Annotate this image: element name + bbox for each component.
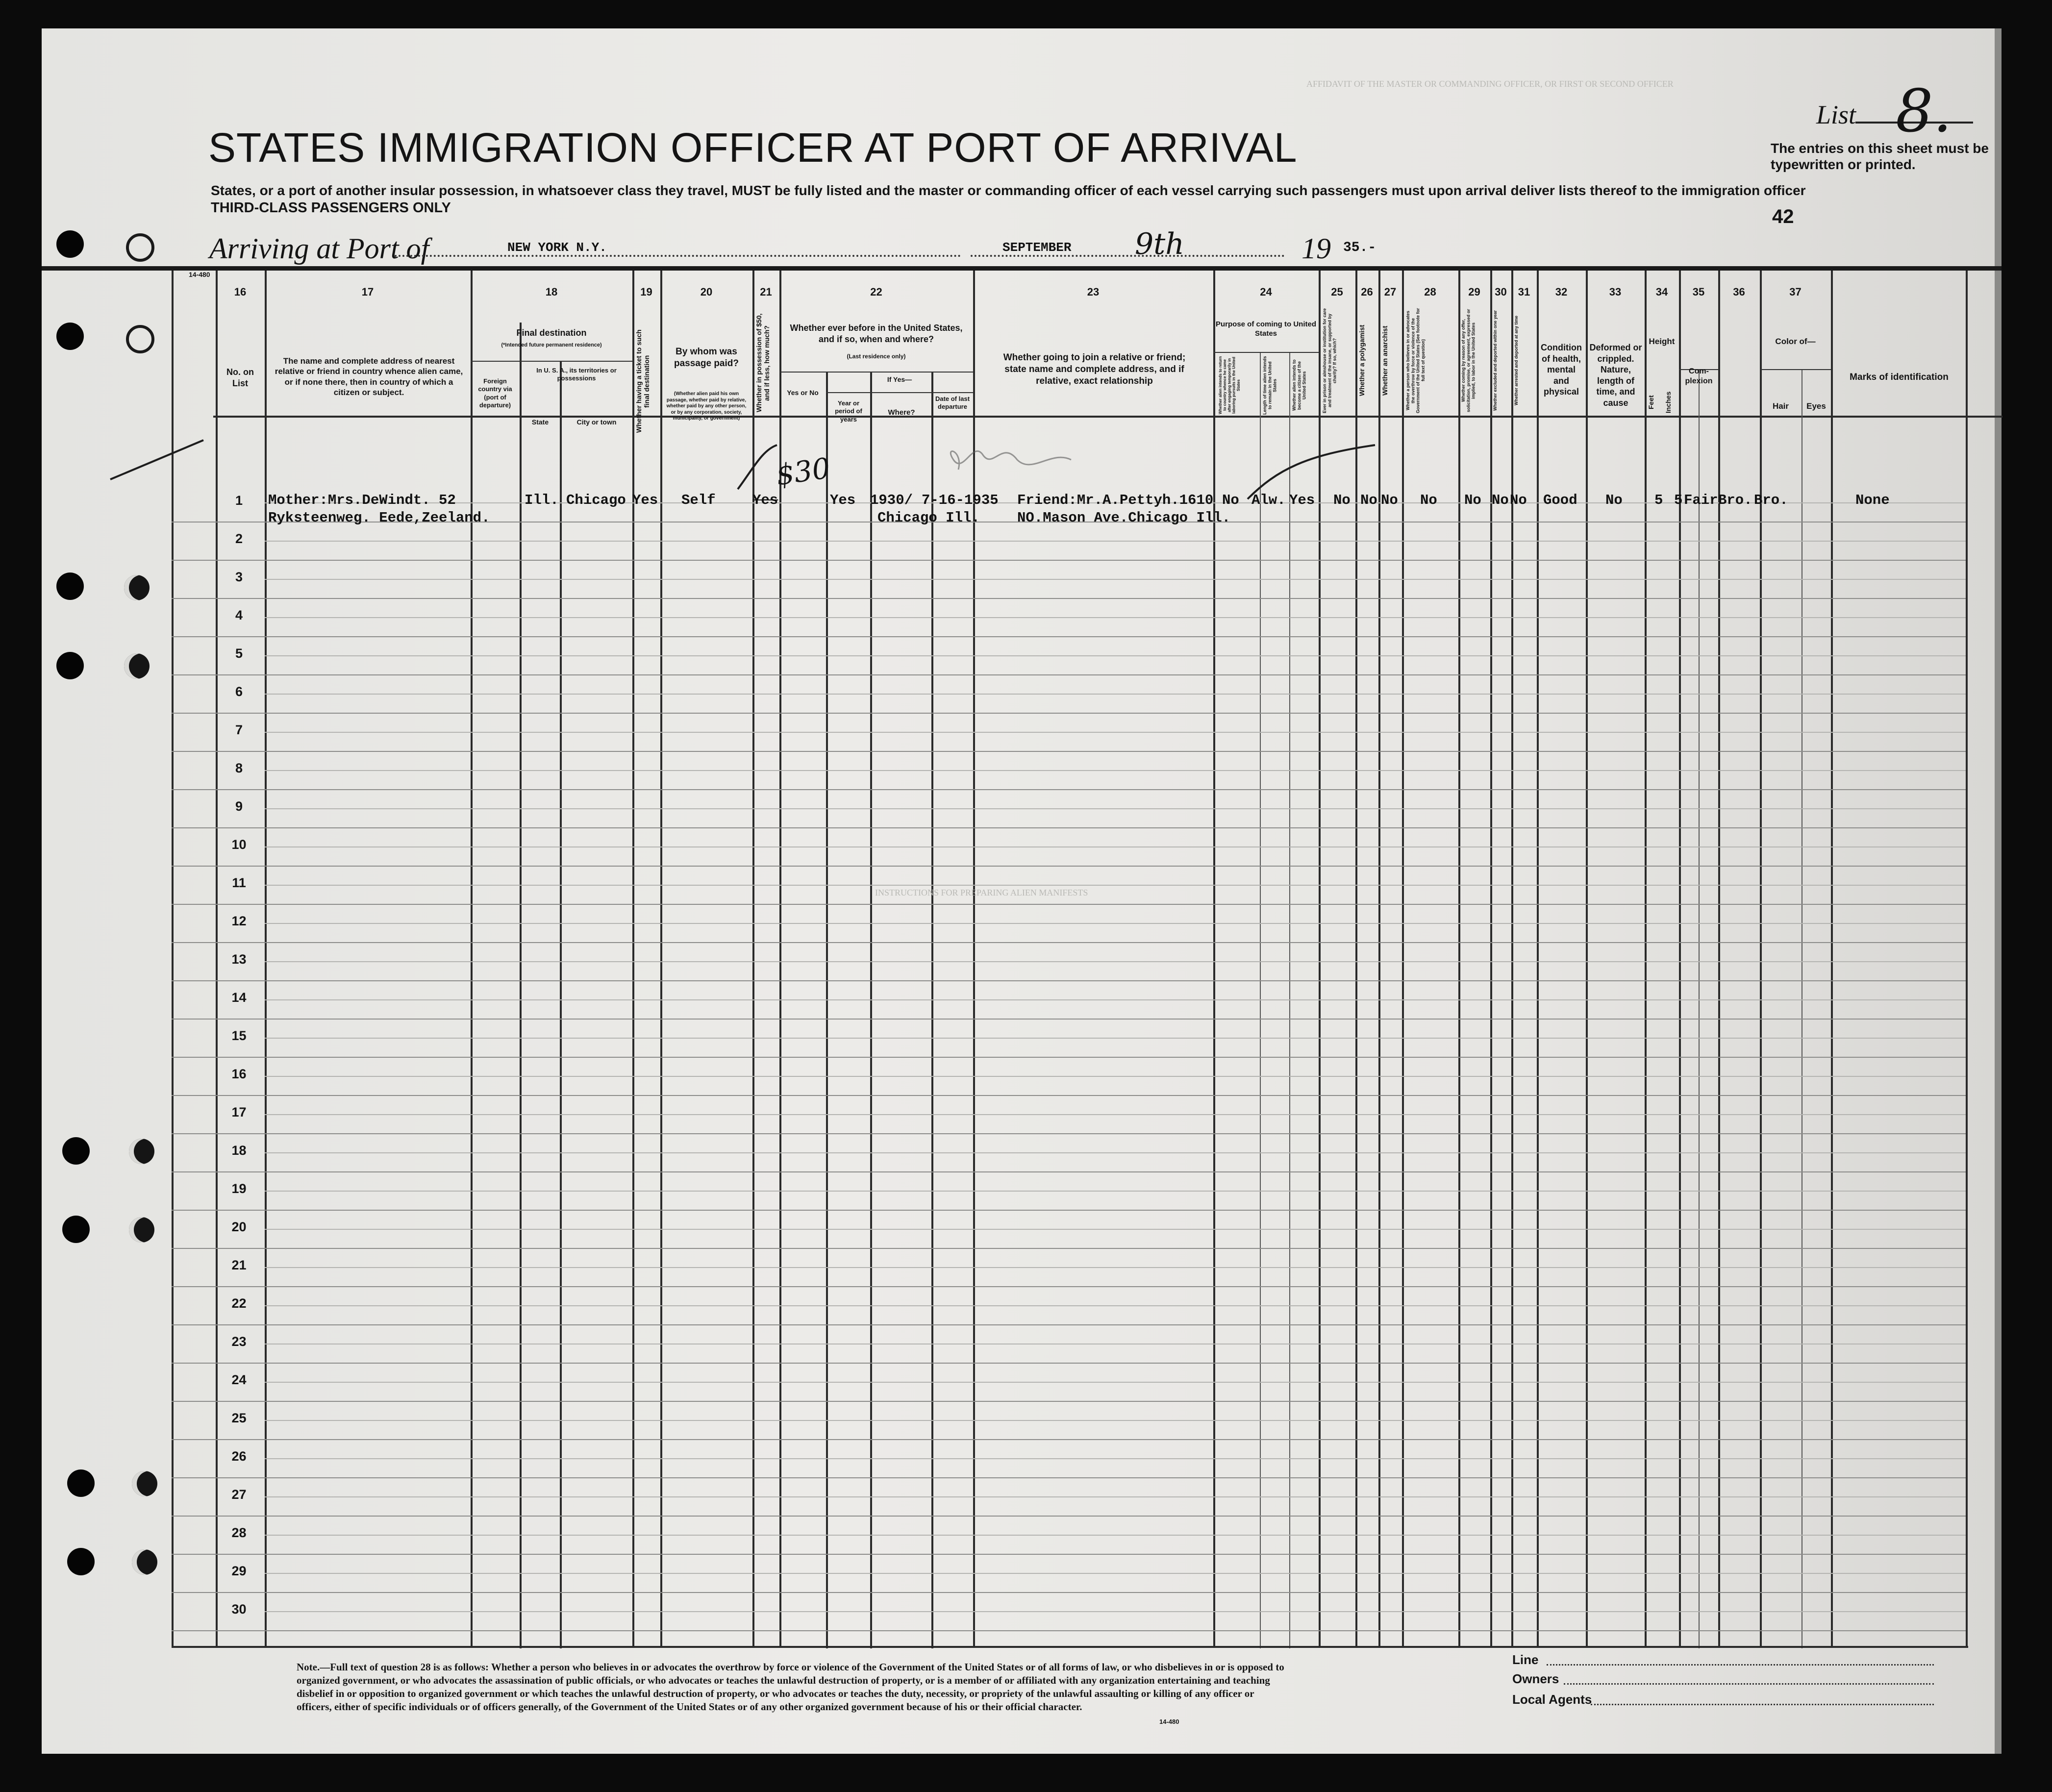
col-num-22: 22 (870, 286, 882, 298)
heading-ticket: Whether having a ticket to such final destination (635, 329, 651, 433)
row1-join-line1: Friend:Mr.A.Pettyh.1610 (1017, 492, 1214, 508)
row-number: 4 (235, 608, 243, 622)
row1-feet: 5 (1654, 492, 1663, 508)
row1-paid-by: Self (681, 492, 716, 508)
heading-marks: Marks of identification (1850, 372, 1949, 382)
row-number: 24 (231, 1372, 247, 1387)
row1-join-line2: NO.Mason Ave.Chicago Ill. (1017, 510, 1231, 526)
heading-final-destination-note: (*Intended future permanent residence) (501, 342, 602, 348)
row-number: 3 (235, 570, 243, 584)
row-number: 5 (235, 646, 243, 661)
row-number: 12 (231, 914, 247, 928)
list-number: 8. (1896, 77, 1952, 146)
footnote-question-28: Note.—Full text of question 28 is as follows: Whether a person who believes in or advocates the overthrow by force or violence of the Government of the United States or of all forms of law, or who disbelieves in or is opposed to organized government, or who advocates the assassination of public officials, or who advocates or teaches the unlawful destruction of property, or is a member of or affiliated with any organization entertaining and teaching disbelief in or opposition to organized government or which teaches the unlawful destruction of property, or who advocates or teaches the duty, necessity, or propriety of the unlawful assaulting or killing of any officer or officers, either of specific individuals or of officers generally, of the Government of the United States or of any other organized government because of his or their official character. (297, 1661, 1284, 1713)
row1-ever-before: Yes (830, 492, 856, 508)
heading-prison: Ever in prison or almshouse or institution for care and treatment of the insane, or supported by charity? If so, which? (1322, 308, 1337, 413)
row-number: 28 (231, 1525, 247, 1540)
heading-yes-or-no: Yes or No (787, 389, 819, 397)
col-num-26: 26 (1361, 286, 1373, 298)
col-num-36: 36 (1733, 286, 1745, 298)
manifest-sheet (42, 28, 2002, 1754)
heading-anarchist: Whether an anarchist (1381, 325, 1389, 396)
page-title: STATES IMMIGRATION OFFICER AT PORT OF ARRIVAL (208, 124, 1298, 171)
row-number: 25 (231, 1411, 247, 1425)
heading-no-on-list: No. on List (226, 367, 254, 388)
heading-by-whom: By whom was passage paid? (674, 347, 739, 369)
heading-inches: Inches (1664, 391, 1672, 413)
col-num-18: 18 (545, 286, 558, 298)
heading-date-departure: Date of last departure (935, 395, 970, 411)
row-number: 13 (231, 952, 247, 967)
heading-labor-offer: Whether coming by reason of any offer, solicitation, promise, or agreement, expressed or implied, to labor in the United States (1461, 309, 1476, 412)
heading-final-destination: Final destination (516, 328, 587, 338)
heading-ever-before: Whether ever before in the United States, and if so, when and where? (790, 323, 963, 344)
col-num-29: 29 (1468, 286, 1480, 298)
typewritten-note: The entries on this sheet must be typewritten or printed. (1771, 141, 1989, 172)
row1-hair: Bro. (1718, 492, 1752, 508)
col-num-25: 25 (1331, 286, 1343, 298)
heading-polygamist: Whether a polygamist (1358, 324, 1366, 397)
col-num-23: 23 (1087, 286, 1100, 298)
row-number: 6 (235, 684, 243, 699)
heading-foreign-country: Foreign country via (port of departure) (478, 377, 512, 409)
row-number: 21 (231, 1258, 247, 1272)
heading-hair: Hair (1772, 401, 1789, 411)
row1-year-period: 1930/ (870, 492, 913, 508)
row-number: 30 (231, 1602, 247, 1617)
day-value: 9th (1135, 227, 1184, 261)
row1-excluded: No (1492, 492, 1509, 508)
col-num-34: 34 (1655, 286, 1668, 298)
row-number: 9 (235, 799, 243, 814)
row1-labor-offer: No (1464, 492, 1481, 508)
heading-purpose-citizen: Whether alien intends to become a citizen of the United States (1292, 359, 1307, 411)
row-number: 10 (231, 837, 247, 852)
handwritten-strokes (42, 28, 2002, 1754)
row-number: 19 (231, 1181, 247, 1196)
heading-possession: Whether in possession of $50, and if less, how much? (755, 313, 771, 413)
row1-date-departure: 7-16-1935 (922, 492, 999, 508)
row-number: 27 (231, 1487, 247, 1502)
row-number: 17 (231, 1105, 247, 1120)
port-value: NEW YORK N.Y. (507, 240, 607, 255)
row1-ticket: Yes (632, 492, 658, 508)
row1-eyes: Bro. (1754, 492, 1788, 508)
col-num-17: 17 (361, 286, 374, 298)
row-number: 15 (231, 1028, 247, 1043)
row-number: 11 (232, 875, 246, 890)
row1-state: Ill. (525, 492, 559, 508)
row-number: 1 (235, 493, 243, 508)
heading-if-yes: If Yes— (887, 375, 912, 383)
col-num-37: 37 (1789, 286, 1802, 298)
row1-where: Chicago Ill. (877, 510, 980, 526)
heading-last-residence: (Last residence only) (847, 353, 906, 360)
row1-anarchist: No (1381, 492, 1398, 508)
row-number: 14 (231, 990, 247, 1005)
row1-inches: 5 (1674, 492, 1683, 508)
row1-relative-line1: Mother:Mrs.DeWindt. 52 (268, 492, 456, 508)
heading-condition-health: Condition of health, mental and physical (1541, 343, 1582, 397)
heading-deformed: Deformed or crippled. Nature, length of time, and cause (1589, 343, 1642, 408)
local-agents-field (1591, 1704, 1934, 1705)
heading-nearest-relative: The name and complete address of nearest relative or friend in country whence alien came, or if none there, then in country of which a citizen or subject. (275, 356, 463, 397)
row1-prison: No (1333, 492, 1351, 508)
row1-deported: No (1510, 492, 1527, 508)
col-num-27: 27 (1384, 286, 1397, 298)
owners-label: Owners (1512, 1671, 1559, 1686)
heading-feet: Feet (1647, 395, 1655, 409)
row1-purpose-length: Alw. (1251, 492, 1286, 508)
row1-purpose-citizen: Yes (1289, 492, 1315, 508)
row1-complexion: Fair (1684, 492, 1718, 508)
heading-state-label: State (531, 418, 549, 426)
class-label: THIRD-CLASS PASSENGERS ONLY (211, 200, 451, 216)
year-prefix: 19 (1301, 232, 1331, 265)
row1-city: Chicago (566, 492, 626, 508)
col-num-24: 24 (1260, 286, 1272, 298)
row1-polygamist: No (1360, 492, 1377, 508)
col-num-28: 28 (1424, 286, 1436, 298)
header-subtitle: States, or a port of another insular possession, in whatsoever class they travel, MUST be fully listed and the master or commanding officer of each vessel carrying such passengers must upon arrival deliver lists thereof to the immigration officer (211, 183, 1806, 198)
row-number: 16 (231, 1067, 247, 1081)
heading-where: Where? (888, 408, 915, 417)
heading-excluded: Whether excluded and deported within one year (1493, 310, 1498, 411)
row1-marks: None (1855, 492, 1890, 508)
col-num-35: 35 (1692, 286, 1705, 298)
footer-form-code: 14-480 (1159, 1718, 1179, 1725)
form-code: 14-480 (189, 271, 210, 278)
row-number: 8 (235, 761, 243, 775)
row-number: 23 (231, 1334, 247, 1349)
year-suffix: 35.- (1343, 240, 1376, 255)
row-number: 20 (231, 1220, 247, 1234)
col-num-21: 21 (760, 286, 772, 298)
heading-overthrow: Whether a person who believes in or advocates the overthrow by force or violence of the Government of the United States (See footnote for full text of question) (1405, 308, 1426, 413)
owners-field (1564, 1683, 1934, 1685)
month-value: SEPTEMBER (1002, 240, 1072, 255)
row-number: 22 (231, 1296, 247, 1311)
col-num-20: 20 (700, 286, 713, 298)
page-number: 42 (1772, 206, 1794, 227)
heading-in-usa: In U. S. A., its territories or possessions (536, 367, 617, 382)
list-label: List (1816, 100, 1856, 129)
row-number: 7 (235, 722, 243, 737)
heading-deported: Whether arrested and deported at any time (1514, 315, 1519, 406)
row1-possession-handwritten: $30 (774, 451, 832, 492)
heading-purpose-length: Length of time alien intends to remain in the United States (1262, 356, 1277, 415)
row1-deformed: No (1605, 492, 1623, 508)
heading-city: City or town (576, 418, 617, 426)
row-number: 29 (231, 1564, 247, 1578)
bleed-through: INSTRUCTIONS FOR PREPARING ALIEN MANIFESTS (875, 888, 1088, 897)
heading-year-period: Year or period of years (835, 399, 862, 423)
heading-complexion: Com-plexion (1685, 367, 1713, 385)
col-num-33: 33 (1609, 286, 1622, 298)
heading-purpose-return: Whether alien intends to return to country whence he came after engaging temporarily in laboring pursuits in the United States (1218, 356, 1241, 415)
row1-relative-line2: Ryksteenweg. Eede,Zeeland. (268, 510, 490, 526)
footer-rule (172, 1646, 1968, 1648)
row1-overthrow: No (1420, 492, 1437, 508)
bleed-through: AFFIDAVIT OF THE MASTER OR COMMANDING OFFICER, OR FIRST OR SECOND OFFICER (1306, 79, 1674, 89)
heading-by-whom-note: (Whether alien paid his own passage, whether paid by relative, whether paid by any other person, or by any corporation, society, municipality, or government) (666, 391, 747, 421)
col-num-16: 16 (234, 286, 247, 298)
row1-purpose-return: No (1222, 492, 1239, 508)
row1-possession: Yes (752, 492, 778, 508)
col-num-19: 19 (640, 286, 652, 298)
row-number: 2 (235, 531, 243, 546)
col-num-32: 32 (1555, 286, 1568, 298)
heading-purpose: Purpose of coming to United States (1216, 320, 1316, 338)
col-num-31: 31 (1518, 286, 1530, 298)
heading-height: Height (1649, 337, 1675, 346)
line-label: Line (1512, 1652, 1539, 1667)
row-number: 26 (231, 1449, 247, 1464)
row-number: 18 (231, 1143, 247, 1158)
col-num-30: 30 (1495, 286, 1507, 298)
heading-going-to-join: Whether going to join a relative or friend; state name and complete address, and if relative, exact relationship (1003, 352, 1186, 386)
heading-eyes: Eyes (1806, 401, 1826, 411)
row1-health: Good (1543, 492, 1577, 508)
line-field (1547, 1664, 1934, 1666)
arriving-label: Arriving at Port of (209, 232, 429, 265)
heading-color-of: Color of— (1775, 337, 1816, 346)
local-agents-label: Local Agents (1512, 1692, 1592, 1707)
